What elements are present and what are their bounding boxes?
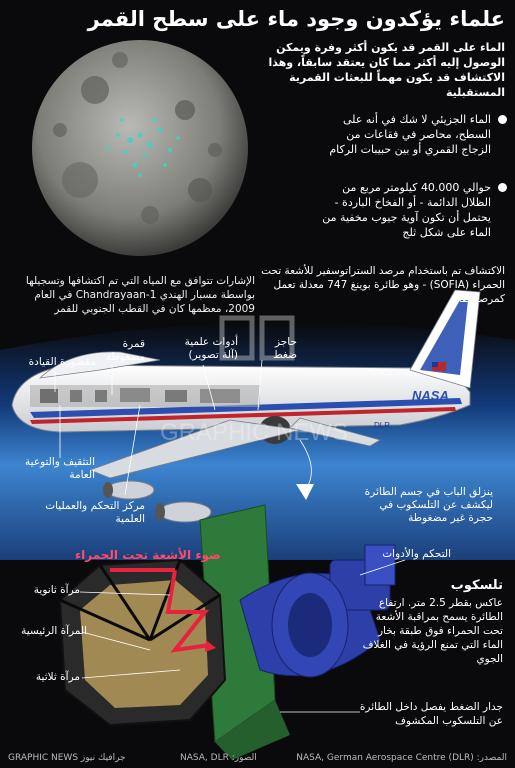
footer-source: المصدر: NASA, German Aerospace Centre (DLR) [296,753,507,763]
footer-credit: GRAPHIC NEWS جرافيك نيوز [8,753,126,763]
pressure-wall-description: جدار الضغط يفصل داخل الطائرة عن التلسكوب المكشوف [359,701,503,727]
bullet-text: الماء الجزيئي لا شك في أنه على السطح، محاصر في فقاعات من الزجاج القمري أو بين حبيبات الركام [329,113,491,156]
nasa-logo: NASA [412,388,449,403]
page-title: علماء يؤكدون وجود ماء على سطح القمر [87,7,505,31]
label-mission-control: مركز التحكم والعمليات العلمية [45,500,145,525]
moon-image [32,40,248,256]
bullet-text: حوالي 40.000 كيلومتر مربع من الظلال الدائمة - أو الفخاخ الباردة - يحتمل أن تكون آوية جيوب مخفية من الماء على شكل ثلج [322,181,491,239]
dlr-logo: DLR [374,421,391,430]
label-secondary-mirror: مرآة ثانوية [33,584,80,596]
watermark-text: GRAPHIC NEWS [160,419,349,446]
bullet-item [320,112,505,157]
bullet-item [320,180,505,240]
footer [0,750,515,768]
label-pressurized-cabin: قمرة مضغوطة [105,338,145,363]
label-science-tools: أدوات علمية (آلة تصوير) [184,336,238,361]
intro-text: الماء على القمر قد يكون أكثر وفرة ويمكن الوصول إليه أكثر مما كان يعتقد سابقاً، وهذا الاكتشاف قد يكون مهماً للبعثات القمرية المستقبلية [268,41,505,99]
telescope-title: تلسكوب [450,578,503,593]
label-cockpit: مقصورة القيادة [28,356,96,368]
footer-images: الصور: NASA, DLR [180,753,257,763]
signals-description: الإشارات تتوافق مع المياه التي تم اكتشافها وتسجيلها بواسطة مسبار الهندي Chandrayaan-1 في العام 2009، معظمها كان في القطب الجنوبي للقمر [25,275,255,315]
door-description: ينزلق الباب في جسم الطائرة ليكشف عن التلسكوب في حجرة غير مضغوطة [364,486,493,524]
ir-light-label: ضوء الأشعة تحت الحمراء [75,548,221,562]
telescope-description: عاكس بقطر 2.5 متر. ارتفاع الطائرة يسمح بمراقبة الأشعة تحت الحمراء فوق طبقة بخار الماء التي تمنع الرؤية في الغلاف الجوي [362,597,503,665]
label-primary-mirror: المرآة الرئيسية [21,625,87,637]
label-education: التثقيف والتوعية العامة [25,456,95,481]
label-bulkhead: حاجز ضغط [273,336,297,361]
sofia-description: الاكتشاف تم باستخدام مرصد الستراتوسفير للأشعة تحت الحمراء (SOFIA) - وهو طائرة بوينغ 747 معدلة تعمل كمرصد طائر [261,265,505,305]
controls-label: التحكم والأدوات [382,548,451,560]
label-tertiary-mirror: مرآة ثلاثية [35,671,80,683]
bullet-dot [498,115,507,124]
bullet-dot [498,183,507,192]
